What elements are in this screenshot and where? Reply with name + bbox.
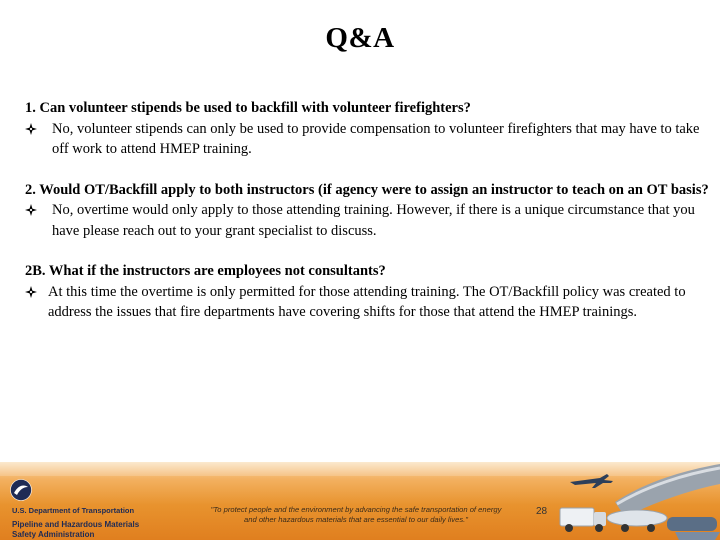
diamond-bullet-icon bbox=[25, 119, 52, 140]
agency-name-line2: Safety Administration bbox=[12, 529, 95, 539]
qa-content bbox=[25, 98, 710, 343]
footer-banner bbox=[0, 462, 720, 540]
transportation-art bbox=[555, 462, 720, 540]
mission-quote-line2: and other hazardous materials that are essential to our daily lives." bbox=[244, 515, 468, 524]
agency-name bbox=[12, 520, 139, 539]
page-number: 28 bbox=[536, 506, 548, 517]
answer-text: At this time the overtime is only permitted for those attending training. The OT/Backfill policy was created to address the issues that fire departments have covering shifts for those that attend the HMEP trainings. bbox=[48, 283, 686, 320]
mission-quote bbox=[186, 505, 526, 525]
slide-title: Q&A bbox=[325, 22, 395, 54]
question-text: 2B. What if the instructors are employees not consultants? bbox=[25, 263, 386, 279]
answer-row bbox=[25, 119, 710, 160]
diamond-bullet-icon bbox=[25, 282, 48, 303]
qa-item bbox=[25, 261, 710, 323]
agency-name-line1: Pipeline and Hazardous Materials bbox=[12, 520, 140, 529]
answer-text: No, overtime would only apply to those attending training. However, if there is a unique circumstance that you have please reach out to your grant specialist to discuss. bbox=[52, 202, 695, 239]
qa-item bbox=[25, 98, 710, 160]
answer-row bbox=[25, 200, 710, 241]
diamond-bullet-icon bbox=[25, 200, 52, 221]
question-text: 1. Can volunteer stipends be used to backfill with volunteer firefighters? bbox=[25, 100, 471, 116]
answer-row bbox=[25, 282, 710, 323]
qa-item bbox=[25, 180, 710, 242]
question-text: 2. Would OT/Backfill apply to both instructors (if agency were to assign an instructor to teach on an OT basis? bbox=[25, 181, 709, 198]
answer-text: No, volunteer stipends can only be used to provide compensation to volunteer firefighters that may have to take off work to attend HMEP training. bbox=[52, 120, 700, 157]
agency-block bbox=[12, 506, 139, 539]
dot-logo-icon bbox=[10, 479, 32, 501]
department-name: U.S. Department of Transportation bbox=[12, 506, 135, 515]
mission-quote-line1: "To protect people and the environment by advancing the safe transportation of energy bbox=[210, 505, 502, 514]
